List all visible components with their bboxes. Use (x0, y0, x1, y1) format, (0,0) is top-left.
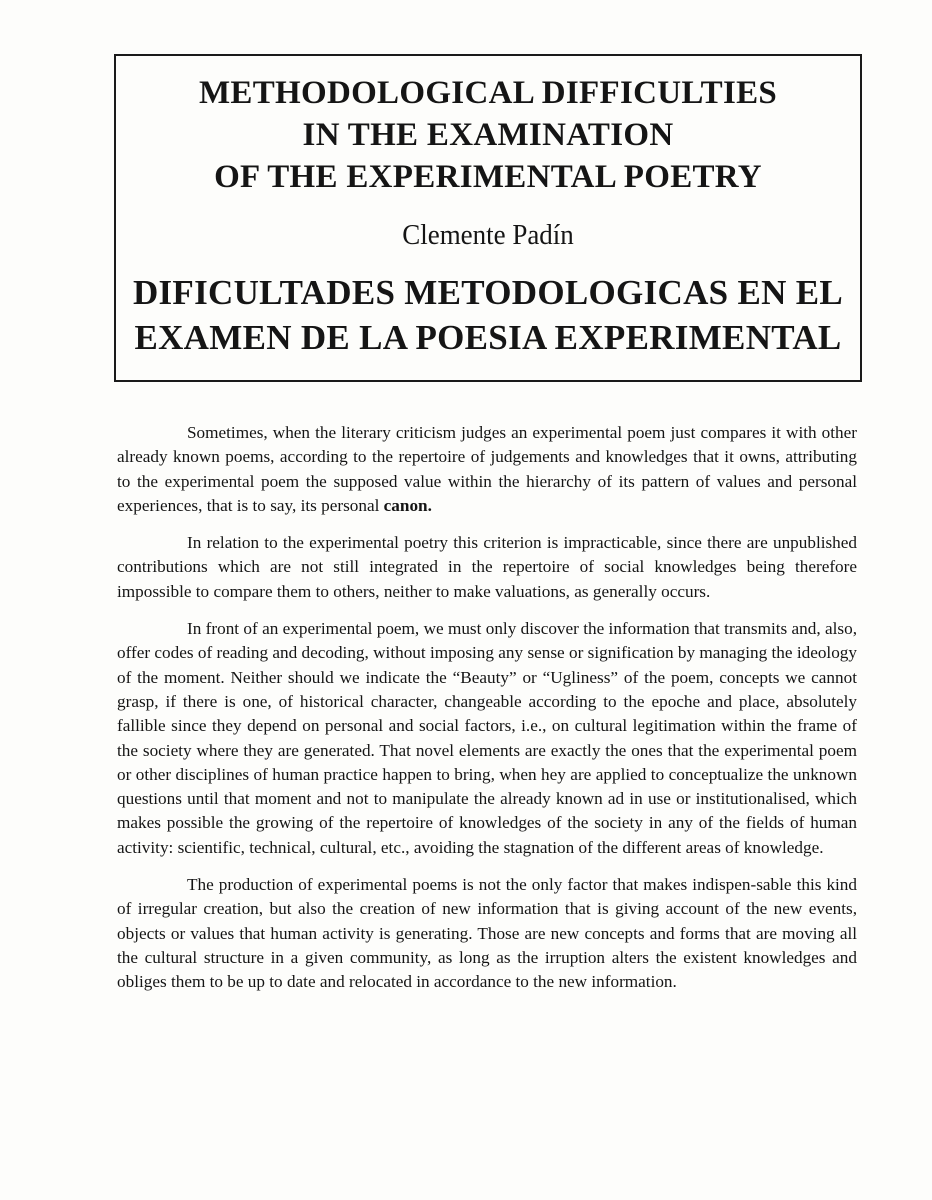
canon-emphasis: canon. (383, 495, 432, 515)
title-spanish (116, 270, 860, 360)
article-body (117, 421, 857, 1008)
title-english (116, 72, 860, 198)
title-es-line: DIFICULTADES METODOLOGICAS EN EL (132, 273, 844, 312)
paragraph-1-text: Sometimes, when the literary criticism judges an experimental poem just compares it with other already known poems, according to the repertoire of judgements and knowledges that it owns, attributing to the experimental poem the supposed value within the hierarchy of its pattern of values and personal experiences, that is to say, its personal (117, 423, 857, 515)
paragraph-3: In front of an experimental poem, we must only discover the information that transmits and, also, offer codes of reading and decoding, without imposing any sense or signification by managing the ideology of the moment. Neither should we indicate the “Beauty” or “Ugliness” of the poem, concepts we cannot grasp, if there is one, of historical character, changeable according to the epoche and place, absolutely fallible since they depend on personal and social factors, i.e., on cultural legitimation within the frame of the society where they are generated. That novel elements are exactly the ones that the experimental poem or other disciplines of human practice happen to bring, when hey are applied to conceptualize the unknown questions until that moment and not to manipulate the already known ad in use or institutionalised, which makes possible the growing of the repertoire of knowledges of the society in any of the fields of human activity: scientific, technical, cultural, etc., avoiding the stagnation of the different areas of knowledge. (117, 619, 857, 857)
title-en-line: METHODOLOGICAL DIFFICULTIES (198, 75, 778, 111)
title-en-line: IN THE EXAMINATION (302, 117, 674, 153)
author-name: Clemente Padín (402, 219, 574, 251)
paragraph-2: In relation to the experimental poetry this criterion is impracticable, since there are unpublished contributions which are not still integrated in the repertoire of social knowledges being therefore impossible to compare them to others, neither to make valuations, as generally occurs. (117, 533, 857, 601)
paragraph-1 (117, 421, 857, 518)
title-box (114, 54, 862, 382)
title-es-line: EXAMEN DE LA POESIA EXPERIMENTAL (134, 318, 842, 357)
title-en-line: OF THE EXPERIMENTAL POETRY (214, 159, 762, 195)
paragraph-4: The production of experimental poems is not the only factor that makes indispen-sable this kind of irregular creation, but also the creation of new information that is giving account of the new events, objects or values that human activity is generating. Those are new concepts and forms that are moving all the cultural structure in a given community, as long as the irruption alters the existent knowledges and obliges them to be up to date and relocated in accordance to the new information. (117, 875, 857, 992)
